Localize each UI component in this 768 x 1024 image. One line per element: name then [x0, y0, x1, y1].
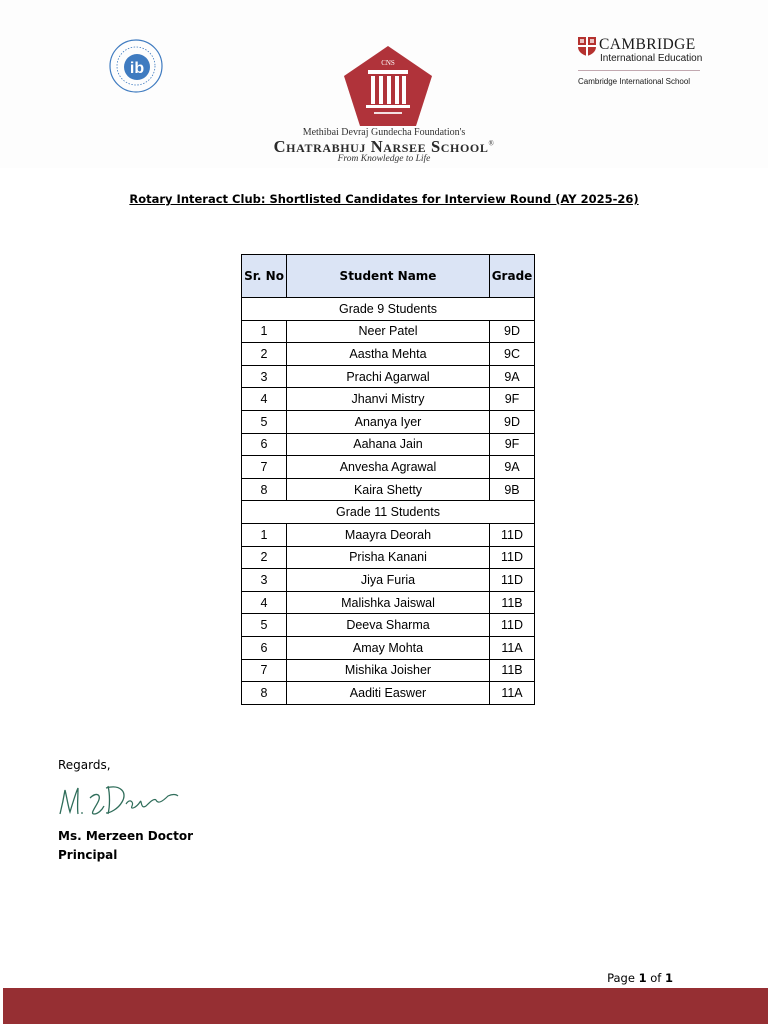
- header-sr-no: Sr. No: [242, 255, 287, 298]
- cell-student-name: Aahana Jain: [287, 433, 490, 456]
- cell-sr-no: 8: [242, 682, 287, 705]
- registered-mark: ®: [488, 139, 495, 148]
- cell-sr-no: 3: [242, 569, 287, 592]
- cell-student-name: Aaditi Easwer: [287, 682, 490, 705]
- cns-school-logo: [342, 44, 434, 128]
- cell-grade: 11D: [490, 546, 535, 569]
- closing-regards: Regards,: [58, 758, 111, 772]
- cell-sr-no: 8: [242, 478, 287, 501]
- table-row: [242, 614, 535, 637]
- page-current: 1: [638, 971, 647, 985]
- cell-grade: 9F: [490, 388, 535, 411]
- cell-student-name: Prachi Agarwal: [287, 365, 490, 388]
- table-row: [242, 659, 535, 682]
- cell-student-name: Amay Mohta: [287, 636, 490, 659]
- svg-text:ib: ib: [129, 60, 145, 77]
- cell-grade: 9D: [490, 410, 535, 433]
- cell-student-name: Maayra Deorah: [287, 523, 490, 546]
- cell-sr-no: 7: [242, 456, 287, 479]
- cell-grade: 9A: [490, 456, 535, 479]
- cell-sr-no: 7: [242, 659, 287, 682]
- page-prefix: Page: [607, 971, 639, 985]
- table-row: [242, 456, 535, 479]
- school-tagline: From Knowledge to Life: [337, 154, 431, 164]
- cambridge-shield-icon: [577, 36, 597, 57]
- cell-grade: 9C: [490, 343, 535, 366]
- cell-sr-no: 4: [242, 388, 287, 411]
- cell-sr-no: 6: [242, 433, 287, 456]
- cell-grade: 9D: [490, 320, 535, 343]
- cns-logo-letters: CNS: [381, 59, 395, 67]
- group-row: [242, 501, 535, 524]
- cell-student-name: Anvesha Agrawal: [287, 456, 490, 479]
- cell-grade: 11B: [490, 659, 535, 682]
- cell-grade: 9A: [490, 365, 535, 388]
- group-label: Grade 9 Students: [242, 298, 535, 321]
- principal-name: Ms. Merzeen Doctor: [58, 829, 194, 843]
- cell-grade: 11A: [490, 682, 535, 705]
- foundation-name: Methibai Devraj Gundecha Foundation's: [302, 127, 466, 138]
- table-row: [242, 682, 535, 705]
- cell-student-name: Aastha Mehta: [287, 343, 490, 366]
- cell-grade: 11D: [490, 569, 535, 592]
- cambridge-divider: [578, 70, 700, 71]
- cell-sr-no: 6: [242, 636, 287, 659]
- candidates-table: [241, 254, 535, 705]
- principal-signature: [56, 776, 180, 822]
- cell-student-name: Kaira Shetty: [287, 478, 490, 501]
- table-row: [242, 365, 535, 388]
- cell-grade: 11D: [490, 614, 535, 637]
- table-row: [242, 636, 535, 659]
- cell-student-name: Neer Patel: [287, 320, 490, 343]
- table-row: [242, 591, 535, 614]
- cell-student-name: Jhanvi Mistry: [287, 388, 490, 411]
- cell-sr-no: 4: [242, 591, 287, 614]
- group-row: [242, 298, 535, 321]
- table-header-row: [242, 255, 535, 298]
- school-name-text: Chatrabhuj Narsee School: [273, 137, 489, 156]
- principal-role: Principal: [58, 848, 118, 862]
- cell-sr-no: 1: [242, 523, 287, 546]
- cell-sr-no: 1: [242, 320, 287, 343]
- table-row: [242, 433, 535, 456]
- table-row: [242, 546, 535, 569]
- page-of: of: [646, 971, 665, 985]
- cell-student-name: Deeva Sharma: [287, 614, 490, 637]
- cell-grade: 9B: [490, 478, 535, 501]
- page-total: 1: [664, 971, 673, 985]
- ib-world-school-logo: [108, 38, 164, 94]
- table-row: [242, 478, 535, 501]
- cell-sr-no: 2: [242, 343, 287, 366]
- document-title: Rotary Interact Club: Shortlisted Candidates for Interview Round (AY 2025-26): [129, 192, 639, 206]
- page-number: [607, 971, 673, 985]
- table-row: [242, 410, 535, 433]
- group-label: Grade 11 Students: [242, 501, 535, 524]
- cell-sr-no: 5: [242, 410, 287, 433]
- cell-student-name: Prisha Kanani: [287, 546, 490, 569]
- cell-student-name: Ananya Iyer: [287, 410, 490, 433]
- header-student-name: Student Name: [287, 255, 490, 298]
- footer-band: [3, 988, 768, 1024]
- cell-student-name: Malishka Jaiswal: [287, 591, 490, 614]
- cambridge-title: CAMBRIDGE: [599, 36, 696, 53]
- table-row: [242, 523, 535, 546]
- cell-grade: 9F: [490, 433, 535, 456]
- table-body: [242, 298, 535, 705]
- cell-sr-no: 3: [242, 365, 287, 388]
- cell-grade: 11B: [490, 591, 535, 614]
- cell-sr-no: 5: [242, 614, 287, 637]
- cell-student-name: Mishika Joisher: [287, 659, 490, 682]
- cell-sr-no: 2: [242, 546, 287, 569]
- cell-grade: 11A: [490, 636, 535, 659]
- table-row: [242, 569, 535, 592]
- table-row: [242, 320, 535, 343]
- cambridge-school-label: Cambridge International School: [578, 77, 691, 86]
- cambridge-subtitle: International Education: [600, 53, 703, 64]
- cell-grade: 11D: [490, 523, 535, 546]
- table-row: [242, 388, 535, 411]
- table-row: [242, 343, 535, 366]
- header-grade: Grade: [490, 255, 535, 298]
- cell-student-name: Jiya Furia: [287, 569, 490, 592]
